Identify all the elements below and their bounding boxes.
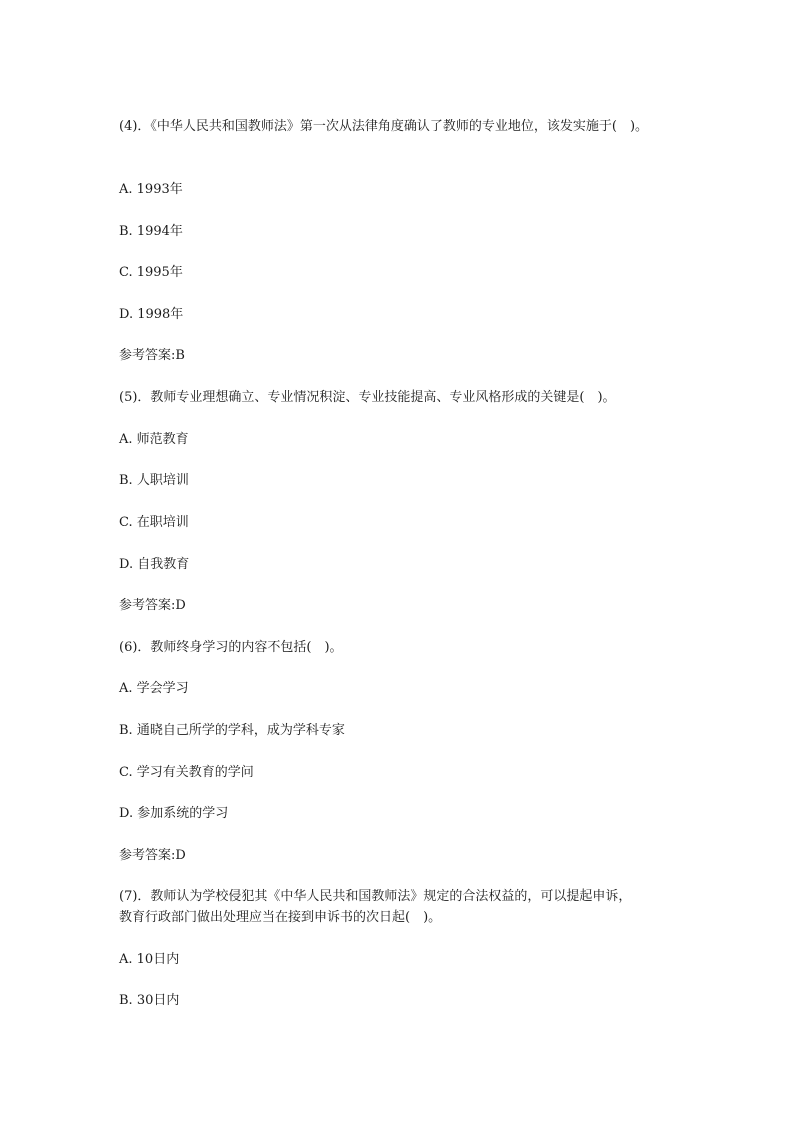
question-7-option-a: A. 10日内 (119, 952, 180, 967)
question-6-stem: (6)．教师终身学习的内容不包括( )。 (119, 640, 343, 655)
question-5-option-c: C. 在职培训 (119, 515, 189, 530)
question-6-option-d: D. 参加系统的学习 (119, 806, 229, 821)
question-7-stem-line-2: 教育行政部门做出处理应当在接到申诉书的次日起( )。 (119, 910, 442, 925)
question-5-option-d: D. 自我教育 (119, 557, 190, 572)
question-6-option-c: C. 学习有关教育的学问 (119, 765, 254, 780)
question-7-option-b: B. 30日内 (119, 993, 180, 1008)
question-4-answer: 参考答案:B (119, 348, 185, 363)
question-6-answer: 参考答案:D (119, 848, 186, 863)
question-6-option-b: B. 通晓自己所学的学科，成为学科专家 (119, 723, 345, 738)
question-4-option-d: D. 1998年 (119, 307, 184, 322)
question-4-option-a: A. 1993年 (119, 182, 183, 197)
question-7-stem-line-1: (7)．教师认为学校侵犯其《中华人民共和国教师法》规定的合法权益的，可以提起申诉， (119, 889, 632, 904)
question-6-option-a: A. 学会学习 (119, 681, 189, 696)
question-4-option-c: C. 1995年 (119, 265, 183, 280)
question-4-option-b: B. 1994年 (119, 224, 183, 239)
question-4-stem: (4)．《中华人民共和国教师法》第一次从法律角度确认了教师的专业地位，该发实施于( )。 (119, 119, 649, 134)
question-5-option-a: A. 师范教育 (119, 432, 189, 447)
question-5-option-b: B. 人职培训 (119, 473, 189, 488)
question-5-stem: (5)．教师专业理想确立、专业情况积淀、专业技能提高、专业风格形成的关键是( )。 (119, 390, 616, 405)
question-5-answer: 参考答案:D (119, 598, 186, 613)
